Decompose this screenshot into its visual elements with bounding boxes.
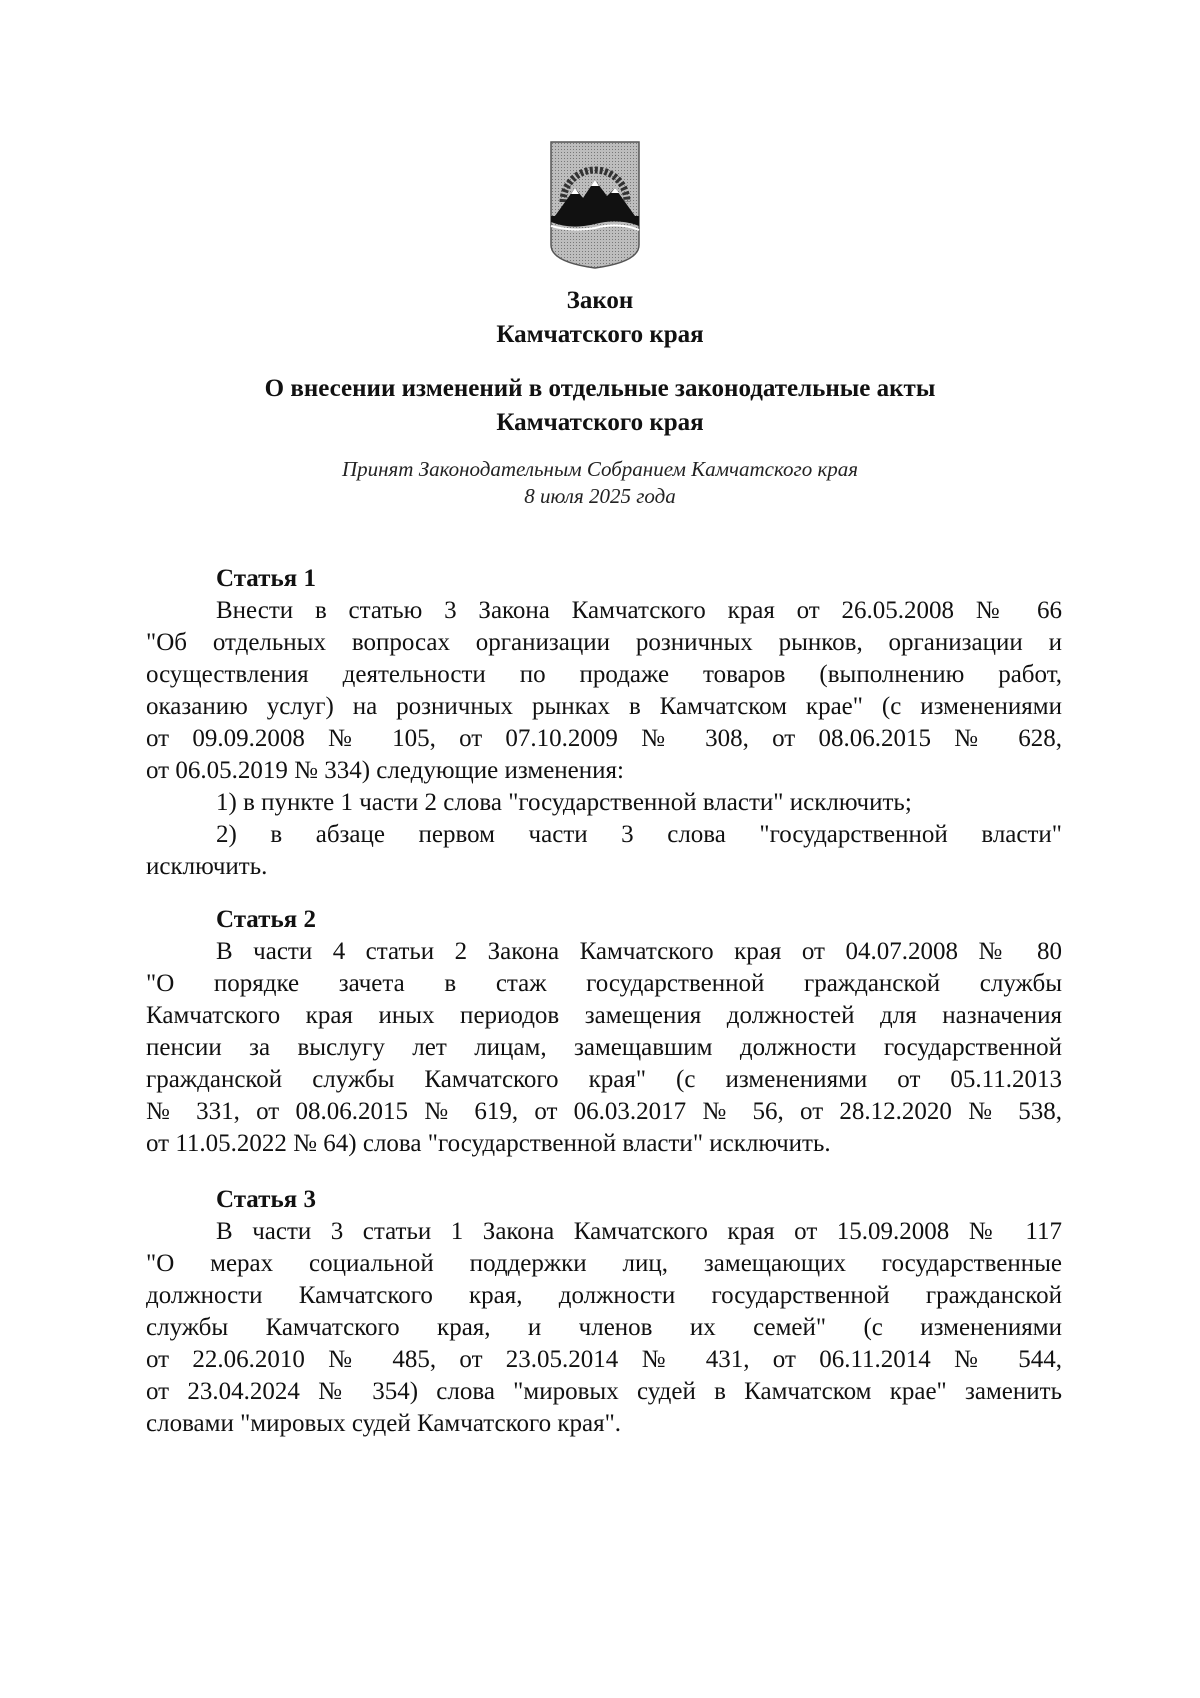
article-3-line: службы Камчатского края, и членов их семей" (с изменениями xyxy=(146,1314,1062,1341)
article-2-line: гражданской службы Камчатского края" (с изменениями от 05.11.2013 xyxy=(146,1066,1062,1093)
article-2-line: "О порядке зачета в стаж государственной гражданской службы xyxy=(146,970,1062,997)
article-1-line: оказанию услуг) на розничных рынках в Камчатском крае" (с изменениями xyxy=(146,693,1062,720)
article-2-line: от 11.05.2022 № 64) слова "государственной власти" исключить. xyxy=(146,1130,831,1157)
title-law: Закон xyxy=(566,287,634,314)
article-2-line: № 331, от 08.06.2015 № 619, от 06.03.2017 № 56, от 28.12.2020 № 538, xyxy=(146,1098,1062,1125)
article-2-heading: Статья 2 xyxy=(216,906,316,933)
coat-of-arms-icon xyxy=(549,140,641,270)
article-1-line: "Об отдельных вопросах организации розничных рынков, организации и xyxy=(146,629,1062,656)
article-1-line: Внести в статью 3 Закона Камчатского края от 26.05.2008 № 66 xyxy=(216,597,1062,624)
article-2-line: В части 4 статьи 2 Закона Камчатского края от 04.07.2008 № 80 xyxy=(216,938,1062,965)
article-3-line: "О мерах социальной поддержки лиц, замещающих государственные xyxy=(146,1250,1062,1277)
article-2-line: Камчатского края иных периодов замещения должностей для назначения xyxy=(146,1002,1062,1029)
law-name xyxy=(0,372,1200,440)
adoption-body: Принят Законодательным Собранием Камчатского края xyxy=(341,457,859,481)
article-3-line: от 23.04.2024 № 354) слова "мировых судей в Камчатском крае" заменить xyxy=(146,1378,1062,1405)
article-2-line: пенсии за выслугу лет лицам, замещавшим должности государственной xyxy=(146,1034,1062,1061)
article-3-heading: Статья 3 xyxy=(216,1186,316,1213)
adoption-date: 8 июля 2025 года xyxy=(524,484,676,508)
article-1-heading: Статья 1 xyxy=(216,565,316,592)
title-region: Камчатского края xyxy=(496,321,704,348)
law-name-line2: Камчатского края xyxy=(496,409,704,436)
article-1-line: от 09.09.2008 № 105, от 07.10.2009 № 308, от 08.06.2015 № 628, xyxy=(146,725,1062,752)
document-title xyxy=(0,284,1200,352)
article-1-line: исключить. xyxy=(146,853,268,880)
article-3-line: от 22.06.2010 № 485, от 23.05.2014 № 431, от 06.11.2014 № 544, xyxy=(146,1346,1062,1373)
article-1-line: осуществления деятельности по продаже товаров (выполнению работ, xyxy=(146,661,1062,688)
article-3-line: должности Камчатского края, должности государственной гражданской xyxy=(146,1282,1062,1309)
article-1-item-2: 2) в абзаце первом части 3 слова "государственной власти" xyxy=(216,821,1062,848)
article-1-item-1: 1) в пункте 1 части 2 слова "государственной власти" исключить; xyxy=(216,789,912,816)
article-3-line: словами "мировых судей Камчатского края". xyxy=(146,1410,622,1437)
adoption-note xyxy=(0,456,1200,510)
law-name-line1: О внесении изменений в отдельные законодательные акты xyxy=(264,375,936,402)
article-3-line: В части 3 статьи 1 Закона Камчатского края от 15.09.2008 № 117 xyxy=(216,1218,1062,1245)
article-1-line: от 06.05.2019 № 334) следующие изменения: xyxy=(146,757,624,784)
